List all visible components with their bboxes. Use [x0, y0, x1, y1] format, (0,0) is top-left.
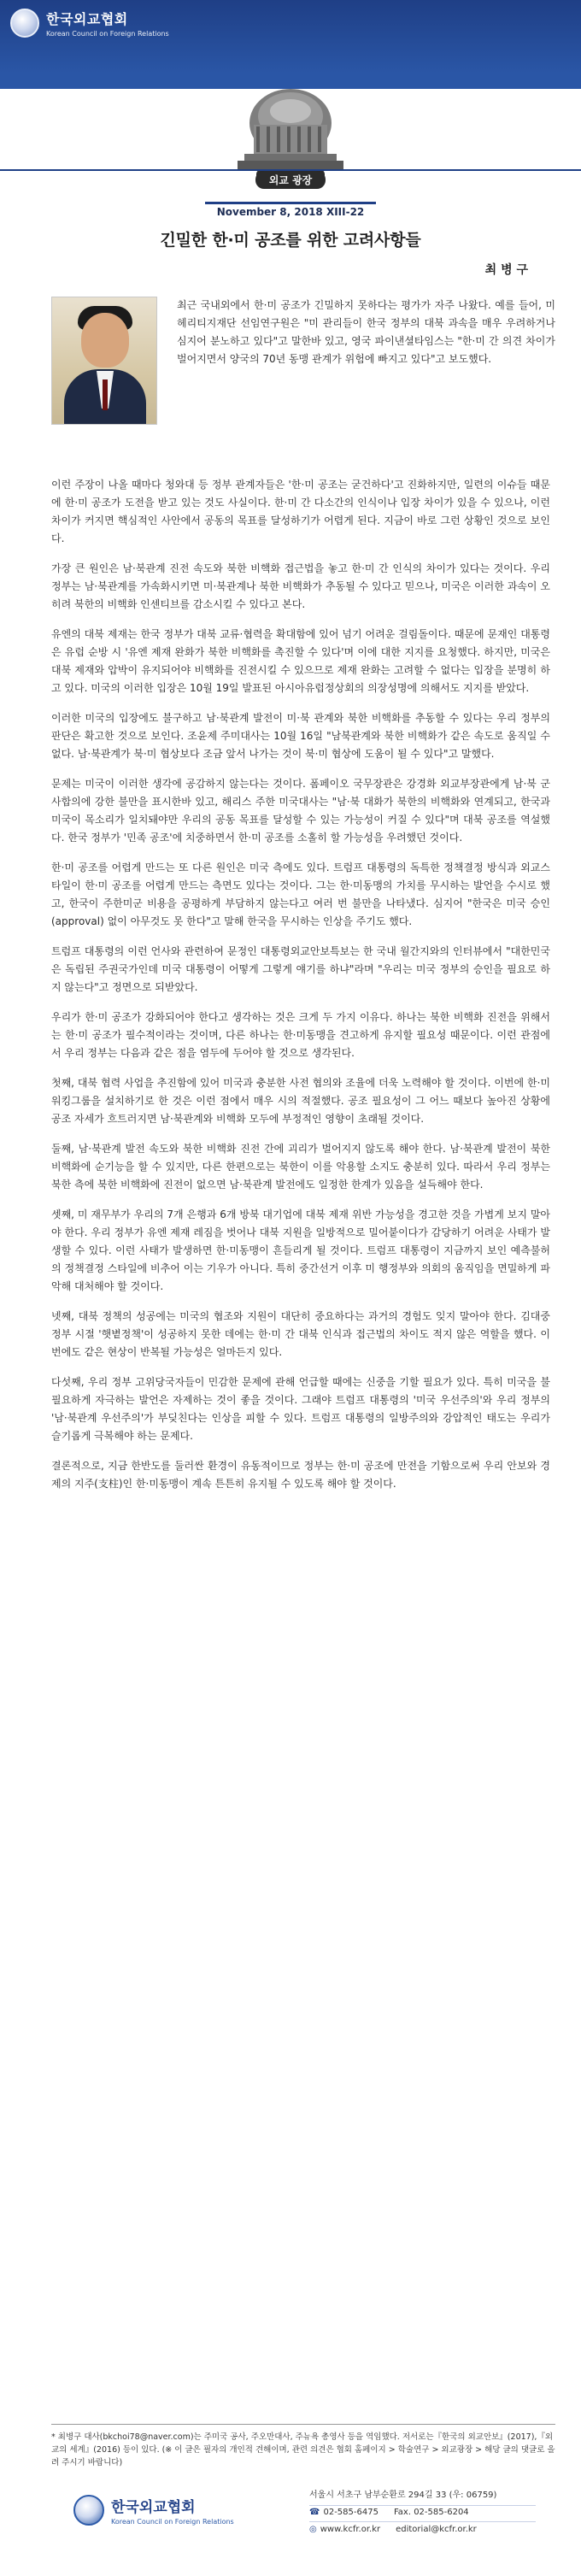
paragraph: 우리가 한·미 공조가 강화되어야 한다고 생각하는 것은 크게 두 가지 이유다. 하나는 북한 비핵화 진전을 위해서는 한·미 공조가 필수적이라는 것이며, 다른 하나는 한·미동맹을 견고하게 유지할 필요성 때문이다. 이런 관점에서 우리 정부는 다음과 같은 점을 염두에 두어야 할 것으로 생각된다.	[51, 1011, 550, 1059]
paragraph: 가장 큰 원인은 남·북관계 진전 속도와 북한 비핵화 접근법을 놓고 한·미 간 인식의 차이가 있다는 것이다. 우리 정부는 남·북관계를 가속화시키면 미·북관계나 북한 비핵화가 추동될 수 있다고 믿으나, 미국은 이러한 과속이 오히려 북한의 비핵화 인센티브를 감소시킬 수 있다고 본다.	[51, 562, 550, 610]
footer-org-name-ko: 한국외교협회	[111, 2499, 196, 2516]
paragraph-intro: 최근 국내외에서 한·미 공조가 긴밀하지 못하다는 평가가 자주 나왔다. 예를 들어, 미 헤리티지재단 선임연구원은 "미 관리들이 한국 정부의 대북 과속을 매우 우려하거나 심지어 분노하고 있다"고 말한바 있고, 영국 파이낸셜타임스는 "한·미 간 의견 차이가 벌어지면서 양국의 70년 동맹 관계가 위험에 빠지고 있다"고 보도했다.	[177, 299, 555, 365]
masthead-top-rule	[212, 193, 369, 195]
title-block	[0, 227, 581, 250]
address-text: 서울시 서초구 남부순환로 294길 33 (우: 06759)	[309, 2491, 497, 2500]
header-bar	[0, 0, 581, 74]
author-photo	[51, 297, 157, 425]
website-contact[interactable]	[309, 2522, 380, 2538]
website-link[interactable]: www.kcfr.or.kr	[320, 2525, 381, 2534]
contact-info	[309, 2488, 496, 2538]
kcfr-logo-icon	[10, 9, 39, 38]
paragraph: 트럼프 대통령의 이런 언사와 관련하여 문정인 대통령외교안보특보는 한 국내 월간지와의 인터뷰에서 "대한민국은 독립된 주권국가인데 미국 대통령이 어떻게 그렇게 얘기를 하냐"라며 "우리는 미국 정부의 승인을 필요로 하지 않는다"고 정면으로 되받았다.	[51, 945, 550, 993]
article-body	[51, 476, 550, 1505]
paragraph: 이런 주장이 나올 때마다 청와대 등 정부 관계자들은 '한·미 공조는 굳건하다'고 진화하지만, 일련의 이슈들 때문에 한·미 공조가 도전을 받고 있는 것도 사실이다. 한·미 간 다소간의 인식이나 입장 차이가 있을 수 있으나, 이런 차이가 커지면 핵심적인 사안에서 공동의 목표를 달성하기가 어렵게 된다. 지금이 바로 그런 상황인 것으로 보인다.	[51, 479, 550, 544]
email-link[interactable]: editorial@kcfr.or.kr	[396, 2525, 477, 2534]
globe-icon: ◎	[309, 2525, 317, 2534]
paragraph: 첫째, 대북 협력 사업을 추진함에 있어 미국과 충분한 사전 협의와 조율에 더욱 노력해야 할 것이다. 이번에 한·미 워킹그룹을 설치하기로 한 것은 이런 점에서 매우 시의 적절했다. 공조 필요성이 그 어느 때보다 높아진 상황에 공조 자세가 흐트러지면 남·북관계와 비핵화 모두에 부정적인 영향이 초래될 것이다.	[51, 1077, 550, 1125]
title-rule-top	[0, 169, 581, 171]
paragraph: 넷째, 대북 정책의 성공에는 미국의 협조와 지원이 대단히 중요하다는 과거의 경험도 잊지 말아야 한다. 김대중 정부 시절 '햇볕정책'이 성공하지 못한 데에는 한·미 간 대북 인식과 접근법의 차이도 적지 않은 역할을 했다. 이번에도 같은 현상이 반복될 가능성은 얼마든지 있다.	[51, 1310, 550, 1358]
column-name: 외교 광장	[255, 171, 326, 189]
column-name-label	[0, 171, 581, 189]
contact-divider-1	[309, 2505, 536, 2506]
paragraph: 문제는 미국이 이러한 생각에 공감하지 않는다는 것이다. 폼페이오 국무장관은 강경화 외교부장관에게 남·북 군사합의에 강한 불만을 표시한바 있고, 해리스 주한 미국대사는 "남·북 대화가 북한의 비핵화와 연계되고, 한국과 미국이 목소리가 일치돼야만 우리의 공동 목표를 달성할 수 있는 가능성이 커질 수 있다"며 대북 공조를 역설했다. 한국 정부가 '민족 공조'에 치중하면서 한·미 공조를 소홀히 할 가능성을 우려했던 것이다.	[51, 778, 550, 844]
paragraph: 다섯째, 우리 정부 고위당국자들이 민감한 문제에 관해 언급할 때에는 신중을 기할 필요가 있다. 특히 미국을 불필요하게 자극하는 발언은 자제하는 것이 좋을 것이다. 그래야 트럼프 대통령의 '미국 우선주의'와 우리 정부의 '남·북관계 우선주의'가 부딪친다는 인상을 피할 수 있다. 트럼프 대통령의 일방주의와 강압적인 태도는 우리가 슬기롭게 극복해야 하는 문제다.	[51, 1376, 550, 1442]
intro-section	[51, 297, 555, 459]
footer-org-name-en: Korean Council on Foreign Relations	[111, 2518, 234, 2526]
author-footnote: * 최병구 대사(bkchoi78@naver.com)는 주미국 공사, 주오만대사, 주뉴욕 총영사 등을 역임했다. 저서로는『한국의 외교안보』(2017),『외교의 세계』(2016) 등이 있다. (※ 이 글은 필자의 개인적 견해이며, 관련 의견은 협회 홈페이지 > 학술연구 > 외교광장 > 해당 글의 댓글로 올려 주시기 바랍니다)	[51, 2432, 555, 2467]
article-author: 최 병 구	[484, 263, 528, 277]
footer	[0, 2479, 581, 2565]
kcfr-logo-icon	[73, 2495, 104, 2526]
paragraph: 이러한 미국의 입장에도 불구하고 남·북관계 발전이 미·북 관계와 북한 비핵화를 추동할 수 있다는 우리 정부의 판단은 확고한 것으로 보인다. 조윤제 주미대사는 10월 16일 "남북관계와 북한 비핵화가 같은 속도로 움직일 수 없다. 남·북관계가 북·미 협상보다 조금 앞서 나가는 것이 북·미 협상에 도움이 될 수 있다"고 말했다.	[51, 712, 550, 760]
masthead	[0, 74, 581, 229]
footer-logo[interactable]	[73, 2495, 234, 2526]
paragraph: 결론적으로, 지금 한반도를 둘러싼 환경이 유동적이므로 정부는 한·미 공조에 만전을 기함으로써 우리 안보와 경제의 지주(支柱)인 한·미동맹이 계속 튼튼히 유지될 수 있도록 해야 할 것이다.	[51, 1460, 550, 1490]
org-name-ko: 한국외교협회	[46, 11, 128, 27]
fax-number: Fax. 02-585-6204	[393, 2508, 469, 2517]
org-logo[interactable]	[10, 9, 169, 38]
paragraph: 셋째, 미 재무부가 우리의 7개 은행과 6개 방북 대기업에 대북 제재 위반 가능성을 경고한 것을 가볍게 보지 말아야 한다. 우리 정부가 유엔 제재 레짐을 벗어나 대북 지원을 일방적으로 밀어붙이다가 감당하기 어려운 사태가 발생할 수 있다. 이런 사태가 발생하면 한·미동맹이 흔들리게 될 것이다. 트럼프 대통령이 지금까지 보인 예측불허의 정책결정 스타일에 비추어 이는 기우가 아니다. 특히 중간선거 이후 미 행정부와 의회의 움직임을 면밀하게 파악해 대처해야 할 것이다.	[51, 1209, 550, 1292]
org-name-en: Korean Council on Foreign Relations	[46, 30, 169, 38]
article-title: 긴밀한 한·미 공조를 위한 고려사항들	[160, 231, 421, 250]
org-name	[46, 9, 169, 38]
footnote-divider	[51, 2424, 555, 2425]
paragraph: 한·미 공조를 어렵게 만드는 또 다른 원인은 미국 측에도 있다. 트럼프 대통령의 독특한 정책결정 방식과 외교스타일이 한·미 공조를 어렵게 만드는 측면도 있다는 것이다. 그는 한·미동맹의 가치를 무시하는 발언을 수시로 했고, 한국이 주한미군 비용을 공평하게 부담하지 않는다고 여러 번 불만을 나타냈다. 심지어 "한국은 미국 승인(approval) 없이 아무것도 못 한다"고 말해 한국을 무시하는 인상을 주기도 했다.	[51, 862, 550, 927]
phone-number: 02-585-6475	[323, 2508, 379, 2517]
phone-icon: ☎	[309, 2508, 320, 2517]
paragraph: 둘째, 남·북관계 발전 속도와 북한 비핵화 진전 간에 괴리가 벌어지지 않도록 해야 한다. 남·북관계 발전이 북한 비핵화에 순기능을 할 수 있지만, 다른 한편으로는 북한이 이를 악용할 소지도 충분히 있다. 따라서 우리 정부는 북한 측에 북한 비핵화에 진전이 없으면 남·북관계 발전에도 일정한 한계가 있음을 설득해야 한다.	[51, 1143, 550, 1191]
contact-divider-2	[309, 2521, 536, 2522]
issue-line: November 8, 2018 XIII-22	[216, 206, 365, 218]
paragraph: 유엔의 대북 제재는 한국 정부가 대북 교류·협력을 확대함에 있어 넘기 어려운 걸림돌이다. 때문에 문재인 대통령은 유럽 순방 시 '유엔 제재 완화가 북한 비핵화를 촉진할 수 있다'며 이에 대한 지지를 요청했다. 하지만, 미국은 대북 제재와 압박이 유지되어야 비핵화를 진전시킬 수 있으므로 제재 완화는 고려할 수 없다는 입장을 분명히 하고 있다. 미국의 이러한 입장은 10월 19일 발표된 아시아유럽정상회의 의장성명에 의해서도 지지를 받았다.	[51, 628, 550, 694]
phone-contact	[309, 2505, 379, 2520]
